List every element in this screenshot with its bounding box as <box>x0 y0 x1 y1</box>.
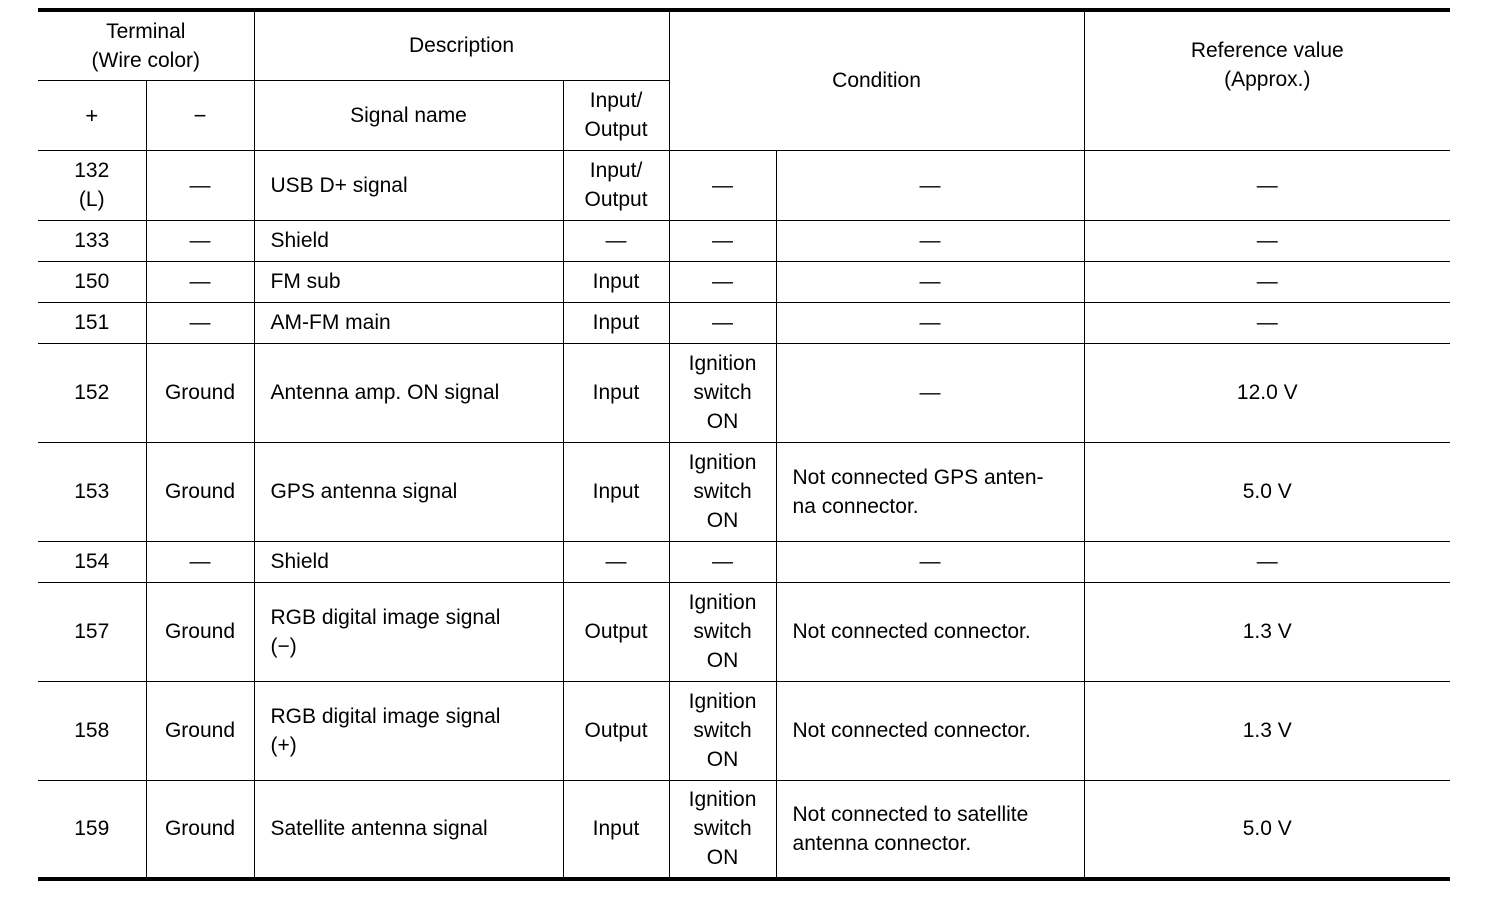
header-reference-line1: Reference value <box>1190 38 1344 62</box>
cell-terminal-plus <box>38 343 146 442</box>
cell-signal-name-text: GPS antenna signal <box>270 480 458 503</box>
cell-terminal-minus <box>146 780 254 879</box>
cell-reference-value-text: 5.0 V <box>1242 817 1292 841</box>
cell-condition-state <box>669 582 776 681</box>
cell-reference-value <box>1084 261 1450 302</box>
cell-signal-name <box>254 582 563 681</box>
cell-reference-value <box>1084 681 1450 780</box>
cell-condition-detail <box>776 681 1084 780</box>
cell-terminal-plus <box>38 261 146 302</box>
cell-condition-state-text: — <box>712 311 734 334</box>
cell-input-output <box>563 302 669 343</box>
cell-terminal-plus-text: 158 <box>74 719 110 742</box>
cell-signal-name <box>254 343 563 442</box>
cell-condition-detail-text: — <box>919 173 941 197</box>
table-row <box>38 261 1450 302</box>
cell-condition-state <box>669 220 776 261</box>
table-row <box>38 541 1450 582</box>
cell-input-output <box>563 150 669 220</box>
cell-condition-state-text: Ignition <box>688 690 757 713</box>
cell-terminal-plus-text: 159 <box>74 817 110 841</box>
cell-input-output-text: Output <box>584 620 648 643</box>
cell-terminal-plus <box>38 681 146 780</box>
cell-reference-value <box>1084 343 1450 442</box>
table-row <box>38 780 1450 879</box>
cell-terminal-minus <box>146 541 254 582</box>
cell-condition-state-text: switch <box>693 480 752 503</box>
cell-reference-value <box>1084 541 1450 582</box>
cell-signal-name <box>254 261 563 302</box>
cell-input-output <box>563 681 669 780</box>
cell-input-output-text: Input <box>592 311 640 334</box>
cell-condition-state-text: — <box>712 270 734 293</box>
cell-reference-value <box>1084 780 1450 879</box>
cell-condition-state-text: switch <box>693 381 752 404</box>
cell-condition-detail <box>776 302 1084 343</box>
cell-condition-detail-text: Not connected connector. <box>792 719 1031 742</box>
cell-condition-state-text: switch <box>693 620 752 643</box>
cell-signal-name-text: (−) <box>270 634 297 658</box>
cell-input-output <box>563 261 669 302</box>
cell-input-output <box>563 220 669 261</box>
cell-condition-detail-text: na connector. <box>792 494 919 518</box>
cell-input-output <box>563 780 669 879</box>
cell-terminal-plus-text: (L) <box>78 188 105 211</box>
cell-terminal-minus-text: — <box>189 550 211 573</box>
cell-condition-detail <box>776 261 1084 302</box>
cell-terminal-plus-text: 157 <box>74 620 110 643</box>
cell-reference-value-text: — <box>1256 550 1278 573</box>
cell-input-output <box>563 343 669 442</box>
header-terminal <box>38 10 254 80</box>
cell-condition-state <box>669 780 776 879</box>
table-row <box>38 150 1450 220</box>
cell-signal-name-text: AM-FM main <box>270 311 391 334</box>
cell-terminal-minus-text: Ground <box>164 480 236 503</box>
cell-terminal-plus <box>38 582 146 681</box>
header-plus: + <box>38 80 146 150</box>
cell-input-output-text: Input <box>592 270 640 293</box>
cell-input-output <box>563 442 669 541</box>
cell-condition-detail <box>776 780 1084 879</box>
cell-terminal-minus <box>146 302 254 343</box>
cell-condition-state-text: Ignition <box>688 788 757 812</box>
cell-condition-state <box>669 442 776 541</box>
cell-condition-state-text: — <box>712 550 734 573</box>
table-body <box>38 150 1450 879</box>
table-row <box>38 302 1450 343</box>
cell-input-output-text: — <box>605 550 627 573</box>
cell-reference-value-text: — <box>1256 311 1278 334</box>
cell-reference-value-text: 1.3 V <box>1242 719 1292 742</box>
cell-input-output-text: Output <box>584 188 648 211</box>
cell-terminal-plus-text: 152 <box>74 381 110 404</box>
cell-condition-detail-text: — <box>919 550 941 573</box>
cell-terminal-minus <box>146 582 254 681</box>
cell-condition-state-text: switch <box>693 719 752 742</box>
cell-signal-name-text: RGB digital image signal <box>270 605 501 629</box>
cell-terminal-minus-text: Ground <box>164 381 236 404</box>
cell-reference-value-text: 5.0 V <box>1242 480 1292 503</box>
cell-condition-detail <box>776 541 1084 582</box>
cell-reference-value-text: 12.0 V <box>1236 381 1298 404</box>
cell-condition-state <box>669 681 776 780</box>
cell-terminal-plus <box>38 780 146 879</box>
cell-terminal-plus <box>38 442 146 541</box>
cell-terminal-minus <box>146 681 254 780</box>
cell-condition-state-text: ON <box>706 410 739 433</box>
cell-input-output-text: — <box>605 229 627 252</box>
cell-signal-name-text: Satellite antenna signal <box>270 817 488 841</box>
cell-condition-state-text: ON <box>706 649 739 672</box>
header-reference-line2: (Approx.) <box>1224 67 1311 91</box>
cell-reference-value <box>1084 302 1450 343</box>
cell-signal-name-text: USB D+ signal <box>270 173 408 197</box>
cell-condition-state <box>669 541 776 582</box>
cell-terminal-minus <box>146 220 254 261</box>
cell-condition-state <box>669 343 776 442</box>
cell-input-output <box>563 582 669 681</box>
cell-terminal-plus-text: 150 <box>74 270 110 293</box>
cell-signal-name <box>254 150 563 220</box>
cell-terminal-minus-text: — <box>189 173 211 197</box>
cell-condition-detail <box>776 442 1084 541</box>
cell-condition-state <box>669 150 776 220</box>
cell-condition-state-text: Ignition <box>688 451 757 474</box>
cell-signal-name <box>254 220 563 261</box>
cell-signal-name-text: Shield <box>270 229 329 252</box>
cell-terminal-plus-text: 133 <box>74 229 110 252</box>
cell-signal-name-text: FM sub <box>270 270 341 293</box>
cell-reference-value <box>1084 442 1450 541</box>
table-row <box>38 220 1450 261</box>
cell-condition-state-text: switch <box>693 817 752 841</box>
header-reference-value-text <box>1091 36 1445 94</box>
cell-terminal-plus <box>38 150 146 220</box>
cell-condition-state-text: ON <box>706 509 739 532</box>
cell-terminal-plus <box>38 302 146 343</box>
header-condition <box>669 10 1084 150</box>
cell-condition-detail-text: Not connected GPS anten- <box>792 465 1044 489</box>
cell-terminal-minus-text: Ground <box>164 620 236 643</box>
cell-condition-detail-text: Not connected connector. <box>792 620 1031 643</box>
terminal-spec-table <box>38 8 1450 881</box>
header-input-output <box>563 80 669 150</box>
header-description: Description <box>254 10 669 80</box>
cell-terminal-minus-text: Ground <box>164 817 236 841</box>
cell-terminal-minus-text: Ground <box>164 719 236 742</box>
cell-condition-state-text: Ignition <box>688 591 757 614</box>
cell-input-output-text: Input <box>592 381 640 404</box>
cell-terminal-plus <box>38 541 146 582</box>
cell-terminal-plus-text: 153 <box>74 480 110 503</box>
table-row <box>38 681 1450 780</box>
cell-terminal-minus <box>146 261 254 302</box>
cell-terminal-plus-text: 154 <box>74 550 110 573</box>
table-header <box>38 10 1450 150</box>
cell-input-output-text: Input <box>592 480 640 503</box>
cell-condition-detail <box>776 220 1084 261</box>
cell-condition-detail-text: — <box>919 311 941 334</box>
header-terminal-line2: (Wire color) <box>91 48 200 72</box>
cell-terminal-minus-text: — <box>189 311 211 334</box>
cell-reference-value-text: — <box>1256 270 1278 293</box>
cell-terminal-plus-text: 132 <box>74 159 110 182</box>
cell-condition-state-text: — <box>712 229 734 252</box>
cell-input-output-text: Output <box>584 719 648 742</box>
cell-signal-name-text: (+) <box>270 733 297 757</box>
cell-signal-name <box>254 442 563 541</box>
cell-signal-name <box>254 302 563 343</box>
cell-condition-detail-text: — <box>919 270 941 293</box>
cell-terminal-minus-text: — <box>189 270 211 293</box>
cell-condition-state-text: ON <box>706 748 739 771</box>
table-row <box>38 582 1450 681</box>
header-io-line1: Input/ <box>589 89 643 112</box>
cell-signal-name <box>254 681 563 780</box>
cell-input-output-text: Input <box>592 817 640 841</box>
cell-signal-name <box>254 780 563 879</box>
cell-reference-value <box>1084 150 1450 220</box>
cell-signal-name <box>254 541 563 582</box>
cell-reference-value-text: — <box>1256 229 1278 252</box>
cell-terminal-minus <box>146 442 254 541</box>
cell-terminal-minus <box>146 343 254 442</box>
cell-reference-value <box>1084 582 1450 681</box>
cell-condition-detail-text: — <box>919 229 941 252</box>
header-signal-name: Signal name <box>254 80 563 150</box>
cell-condition-state <box>669 261 776 302</box>
header-terminal-line1: Terminal <box>106 19 186 43</box>
table-row <box>38 343 1450 442</box>
cell-terminal-minus <box>146 150 254 220</box>
header-io-line2: Output <box>584 118 648 141</box>
cell-terminal-plus-text: 151 <box>74 311 110 334</box>
cell-reference-value-text: 1.3 V <box>1242 620 1292 643</box>
cell-condition-detail <box>776 343 1084 442</box>
cell-input-output-text: Input/ <box>589 159 643 182</box>
cell-terminal-minus-text: — <box>189 229 211 252</box>
cell-signal-name-text: RGB digital image signal <box>270 704 501 728</box>
header-reference-value <box>1084 10 1450 150</box>
cell-condition-state-text: — <box>712 173 734 197</box>
cell-reference-value-text: — <box>1256 173 1278 197</box>
cell-condition-detail-text: antenna connector. <box>792 831 972 855</box>
cell-reference-value <box>1084 220 1450 261</box>
table-row <box>38 442 1450 541</box>
cell-condition-detail-text: Not connected to satellite <box>792 802 1029 826</box>
cell-condition-detail <box>776 582 1084 681</box>
cell-signal-name-text: Antenna amp. ON signal <box>270 381 500 404</box>
header-condition-label: Condition <box>832 69 921 93</box>
cell-condition-state-text: ON <box>706 846 739 870</box>
header-minus: − <box>146 80 254 150</box>
cell-input-output <box>563 541 669 582</box>
cell-condition-state <box>669 302 776 343</box>
cell-condition-detail <box>776 150 1084 220</box>
cell-condition-detail-text: — <box>919 381 941 404</box>
cell-terminal-plus <box>38 220 146 261</box>
cell-condition-state-text: Ignition <box>688 352 757 375</box>
cell-signal-name-text: Shield <box>270 550 329 573</box>
